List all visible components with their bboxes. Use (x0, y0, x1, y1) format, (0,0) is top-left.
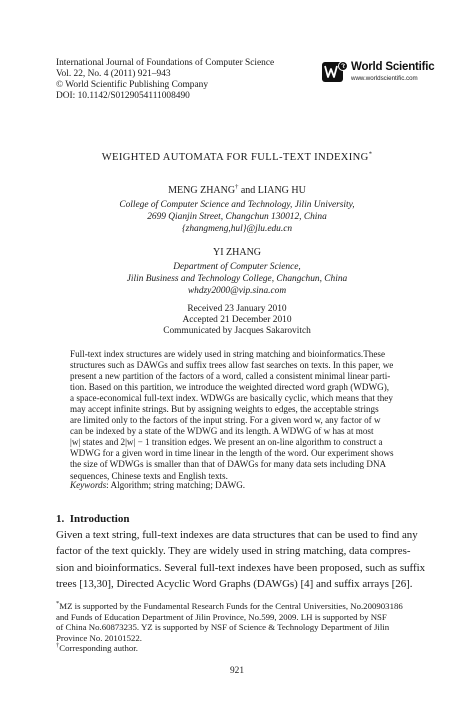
footnote-mark: † (56, 642, 60, 650)
abstract-line: |w| states and 2|w| − 1 transition edges. We present an on-line algorithm to construct a (70, 437, 383, 448)
body-line: Given a text string, full-text indexes are data structures that can be used to find any (56, 529, 418, 541)
accepted-date: Accepted 21 December 2010 (182, 315, 292, 325)
footnotes (56, 601, 403, 654)
abstract-line: sequences, Chinese texts and English texts. (70, 470, 228, 481)
body-line: sion and bioinformatics. Several full-text indexes have been proposed, such as suffix (56, 561, 426, 574)
abstract-line: tion. Based on this partition, we introduce the weighted directed word graph (WDWG), (70, 382, 390, 393)
publisher-name: World Scientific (351, 61, 435, 73)
affiliation-2-line-2: Jilin Business and Technology College, Changchun, China (126, 274, 348, 284)
affiliation-1-line-1: College of Computer Science and Technology, Jilin University, (119, 200, 355, 210)
journal-copyright: © World Scientific Publishing Company (56, 80, 209, 90)
received-date: Received 23 January 2010 (187, 304, 287, 314)
authors-line-1 (0, 185, 474, 196)
journal-volume: Vol. 22, No. 4 (2011) 921–943 (56, 69, 171, 79)
footnote-text: MZ is supported by the Fundamental Research Funds for the Central Universities, No.200903186 (59, 601, 403, 611)
abstract-line: Full-text index structures are widely used in string matching and bioinformatics.These (70, 349, 385, 359)
keywords (70, 480, 245, 490)
affiliation-1-line-2: 2699 Qianjin Street, Changchun 130012, China (147, 212, 327, 222)
author-liang-hu: and LIANG HU (238, 185, 306, 196)
paper-title (0, 152, 474, 163)
author-meng-zhang: MENG ZHANG (168, 185, 236, 196)
abstract (70, 349, 410, 482)
title-footnote-mark: * (368, 150, 373, 158)
page-number: 921 (229, 666, 245, 676)
journal-name: International Journal of Foundations of Computer Science (56, 58, 275, 68)
introduction-body (56, 527, 428, 592)
abstract-line: are limited only to the factors of the input string. For a given word w, any factor of w (70, 415, 381, 426)
footnote-line: of China No.60873235. YZ is supported by NSF of Science & Technology Department of Jilin (56, 622, 390, 633)
footnote-mark: * (56, 600, 60, 608)
affiliation-2-line-1: Department of Computer Science, (173, 262, 301, 272)
footnote-line (56, 643, 403, 654)
footnote-line: and Funds of Education Department of Jilin Province, No.599, 2009. LH is supported by NSF (56, 611, 387, 622)
footnote-line: Province No. 20101522. (56, 632, 143, 643)
abstract-line: the size of WDWGs is smaller than that of DAWGs for many data sets including DNA (70, 459, 387, 470)
abstract-line: present a new partition of the factors of a word, called a consistent minimal linear parti- (70, 371, 391, 382)
body-line: factor of the text quickly. They are widely used in string matching, data compres- (56, 545, 411, 558)
publisher-url: www.worldscientific.com (351, 75, 418, 82)
communicated-by: Communicated by Jacques Sakarovitch (163, 326, 311, 336)
abstract-line: can be indexed by a state of the WDWG and its length. A WDWG of w has at most (70, 426, 374, 437)
abstract-line: a space-economical full-text index. WDWGs are basically cyclic, which means that they (70, 393, 393, 404)
keywords-text: : Algorithm; string matching; DAWG. (106, 480, 246, 490)
abstract-line: may accept infinite strings. But by assigning weights to edges, the acceptable strings (70, 404, 379, 415)
abstract-line: structures such as DAWGs and suffix trees allow fast searches on texts. In this paper, we (70, 360, 394, 371)
paper-title-text: WEIGHTED AUTOMATA FOR FULL-TEXT INDEXING (101, 152, 369, 163)
section-title: Introduction (69, 513, 130, 525)
footnote-text: Corresponding author. (59, 643, 138, 654)
footnote-line (56, 601, 403, 612)
journal-doi: DOI: 10.1142/S0129054111008490 (56, 91, 190, 101)
affiliation-1-email: {zhangmeng,hul}@jlu.edu.cn (181, 224, 293, 234)
section-heading (56, 513, 129, 525)
affiliation-2-email: whdzy2000@vip.sina.com (187, 286, 287, 296)
publisher-logo (322, 60, 435, 88)
ws-logo-icon (322, 60, 348, 84)
authors-line-2: YI ZHANG (212, 247, 262, 258)
section-number: 1. (56, 513, 65, 525)
body-line: trees [13,30], Directed Acyclic Word Graphs (DAWGs) [4] and suffix arrays [26]. (56, 577, 413, 590)
author-footnote-mark: † (235, 183, 239, 191)
abstract-line: WDWG for a given word in time linear in the length of the word. Our experiment shows (70, 448, 394, 459)
keywords-label: Keywords (70, 480, 107, 490)
